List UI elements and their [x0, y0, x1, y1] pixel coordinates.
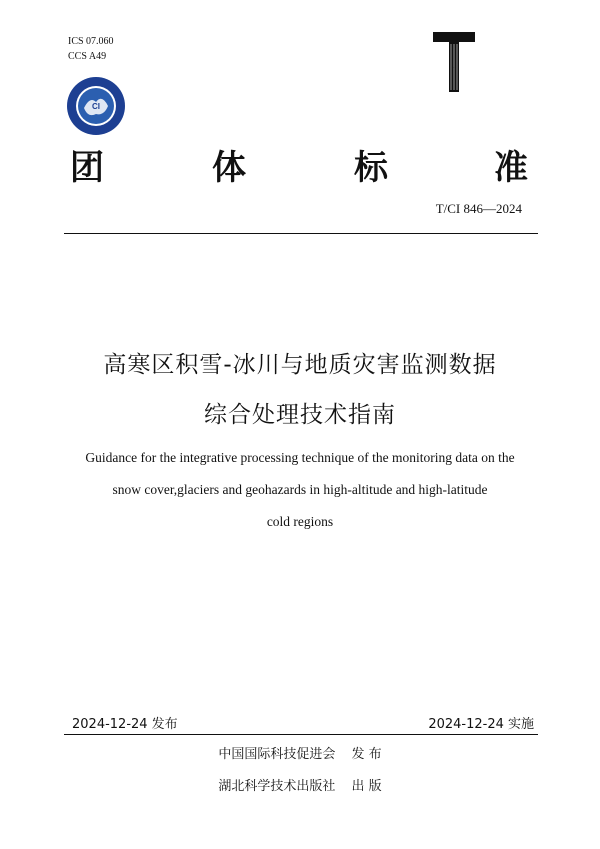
top-divider — [64, 233, 538, 234]
document-type-heading — [0, 140, 600, 186]
publisher-line — [0, 743, 600, 762]
title-en-line-2: snow cover,glaciers and geohazards in high-altitude and high-latitude — [112, 482, 488, 497]
heading-char: 准 — [494, 148, 528, 188]
heading-char: 体 — [212, 148, 246, 188]
heading-char: 标 — [354, 148, 388, 188]
title-cn-line-1: 高寒区积雪-冰川与地质灾害监测数据 — [103, 352, 497, 378]
heading-char: 团 — [70, 148, 104, 188]
publisher-name: 中国国际科技促进会 — [218, 747, 336, 762]
title-en — [40, 442, 560, 538]
release-date: 2024-12-24 发布 — [72, 717, 178, 732]
classification-codes — [68, 34, 114, 64]
seal-center-text: CI — [92, 102, 100, 111]
category-letter-text: T — [453, 68, 455, 69]
ics-code: ICS 07.060 — [68, 36, 114, 47]
title-cn-line-2: 综合处理技术指南 — [204, 402, 396, 428]
standard-number: T/CI 846—2024 — [435, 201, 522, 216]
publisher-role: 发 布 — [351, 747, 382, 762]
association-seal-logo — [66, 76, 126, 136]
bottom-divider — [64, 734, 538, 735]
implementation-date: 2024-12-24 实施 — [428, 717, 534, 732]
publisher-line — [0, 775, 600, 794]
title-en-line-1: Guidance for the integrative processing technique of the monitoring data on the — [85, 450, 515, 465]
title-en-line-3: cold regions — [266, 514, 334, 529]
publisher-name: 湖北科学技术出版社 — [218, 779, 336, 794]
publisher-role: 出 版 — [351, 779, 382, 794]
standard-category-letter — [430, 28, 478, 94]
ccs-code: CCS A49 — [68, 51, 107, 62]
